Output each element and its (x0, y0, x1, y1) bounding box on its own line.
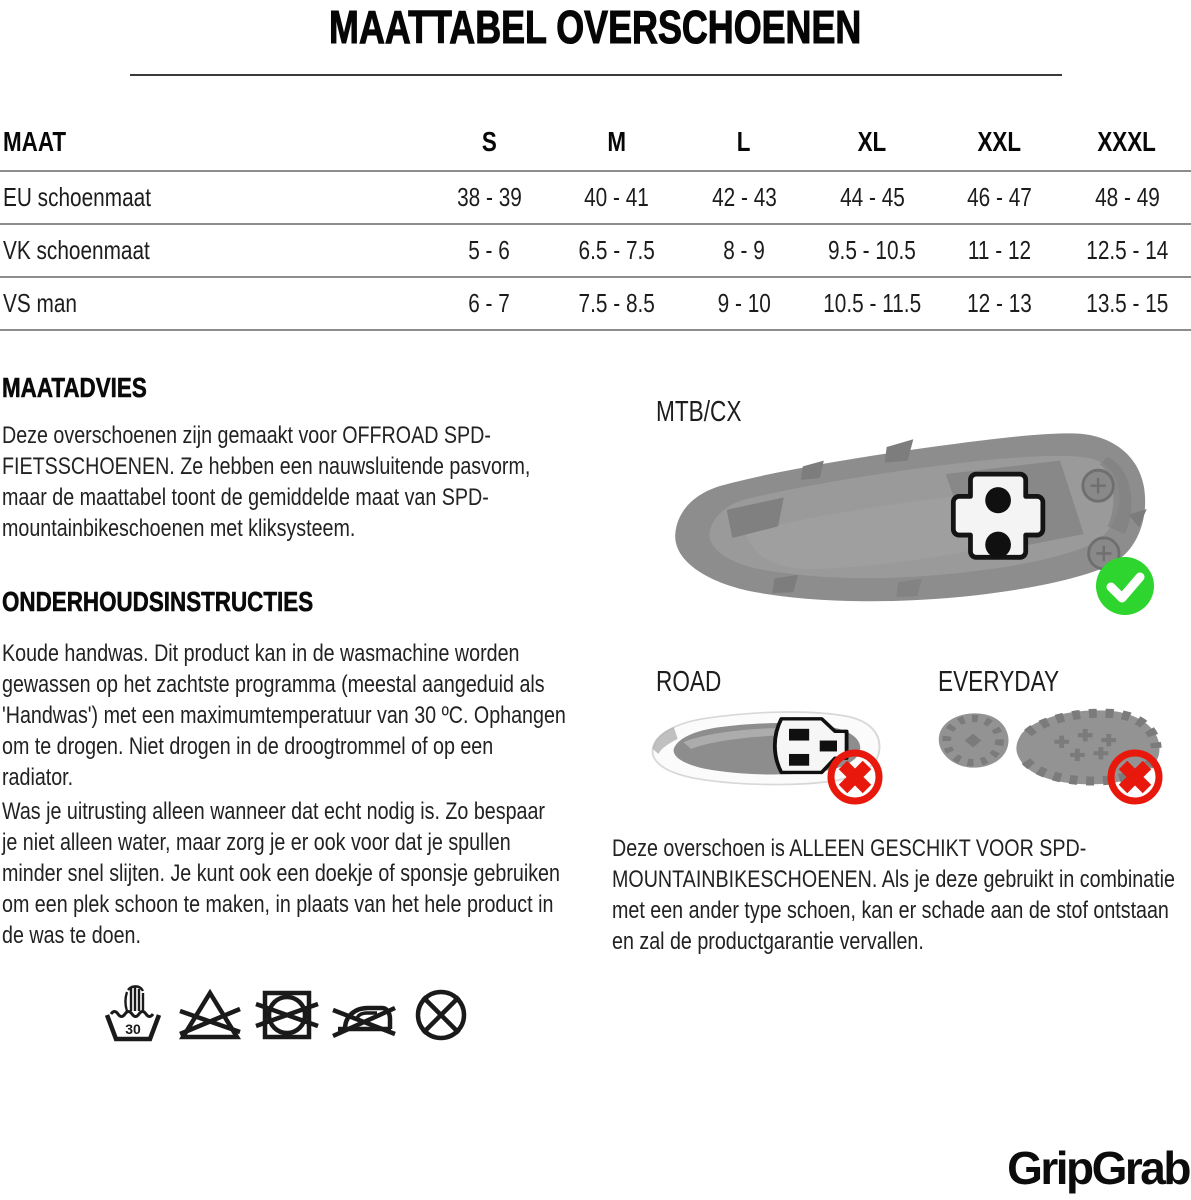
do-not-dry-clean-icon (408, 980, 474, 1046)
size-cell: 6.5 - 7.5 (578, 235, 655, 265)
size-cell: 9 - 10 (717, 288, 771, 318)
everyday-label: EVERYDAY (938, 666, 1060, 698)
gripgrab-logo: GripGrab (1007, 1142, 1189, 1194)
size-cell: 12 - 13 (967, 288, 1032, 318)
svg-text:30: 30 (125, 1021, 141, 1037)
table-row-vk (0, 224, 1191, 277)
col-header-xxxl: XXXL (1097, 126, 1157, 157)
table-row-vs (0, 277, 1191, 330)
size-cell: 38 - 39 (457, 182, 522, 212)
do-not-iron-icon (331, 980, 397, 1046)
row-label-vs: VS man (3, 288, 77, 318)
page-title: MAATTABEL OVERSCHOENEN (329, 1, 862, 53)
mtb-label: MTB/CX (656, 396, 742, 428)
row-label-vk: VK schoenmaat (3, 235, 150, 265)
cross-icon-everyday (1106, 748, 1164, 806)
col-header-l: L (737, 126, 751, 157)
onderhoud-text-2: Was je uitrusting alleen wanneer dat echt nodig is. Zo bespaar je niet alleen water, maar zorg je er ook voor dat je spullen minder snel slijten. Je kunt ook een doekje of sponsje gebruiken om een plek schoon te maken, in plaats van het hele product in de was te doen. (2, 798, 560, 949)
maatadvies-text: Deze overschoenen zijn gemaakt voor OFFROAD SPD-FIETSSCHOENEN. Ze hebben een nauwsluitende pasvorm, maar de maattabel toont de gemiddelde maat van SPD-mountainbikeschoenen met kliksysteem. (2, 422, 531, 542)
mtb-sole-image (660, 418, 1160, 626)
size-cell: 13.5 - 15 (1085, 288, 1169, 318)
size-table-header-row (0, 114, 1191, 171)
size-cell: 11 - 12 (967, 235, 1032, 265)
size-cell: 6 - 7 (468, 288, 511, 318)
col-header-xl: XL (857, 126, 887, 157)
onderhoud-heading: ONDERHOUDSINSTRUCTIES (2, 586, 314, 617)
care-icons (100, 980, 474, 1046)
title-divider (130, 74, 1062, 76)
maatadvies-heading: MAATADVIES (2, 372, 147, 403)
row-label-eu: EU schoenmaat (3, 182, 151, 212)
col-header-s: S (482, 126, 497, 157)
check-icon (1095, 556, 1155, 616)
col-header-m: M (607, 126, 626, 157)
size-cell: 7.5 - 8.5 (578, 288, 655, 318)
size-cell: 40 - 41 (584, 182, 649, 212)
hand-wash-30-icon (100, 980, 166, 1046)
compatibility-note: Deze overschoen is ALLEEN GESCHIKT VOOR SPD-MOUNTAINBIKESCHOENEN. Als je deze gebruikt in combinatie met een ander type schoen, kan er schade aan de stof ontstaan en zal de productgarantie vervallen. (612, 835, 1175, 955)
size-cell: 44 - 45 (839, 182, 905, 212)
title-row (0, 0, 1191, 54)
col-header-maat: MAAT (3, 126, 67, 157)
size-table (0, 114, 1191, 331)
size-cell: 8 - 9 (723, 235, 765, 265)
cross-icon-road (826, 748, 884, 806)
size-cell: 5 - 6 (468, 235, 511, 265)
size-cell: 48 - 49 (1094, 182, 1160, 212)
table-row-eu (0, 171, 1191, 224)
road-label: ROAD (656, 666, 722, 698)
size-cell: 46 - 47 (967, 182, 1032, 212)
col-header-xxl: XXL (977, 126, 1022, 157)
size-cell: 9.5 - 10.5 (828, 235, 916, 265)
do-not-tumble-dry-icon (254, 980, 320, 1046)
size-cell: 12.5 - 14 (1085, 235, 1169, 265)
onderhoud-text-1: Koude handwas. Dit product kan in de wasmachine worden gewassen op het zachtste programma (meestal aangeduid als 'Handwas') met een maximumtemperatuur van 30 ºC. Ophangen om te drogen. Niet drogen in de droogtrommel of op een radiator. (2, 640, 566, 791)
do-not-bleach-icon (177, 980, 243, 1046)
size-cell: 42 - 43 (711, 182, 777, 212)
size-cell: 10.5 - 11.5 (823, 288, 921, 318)
